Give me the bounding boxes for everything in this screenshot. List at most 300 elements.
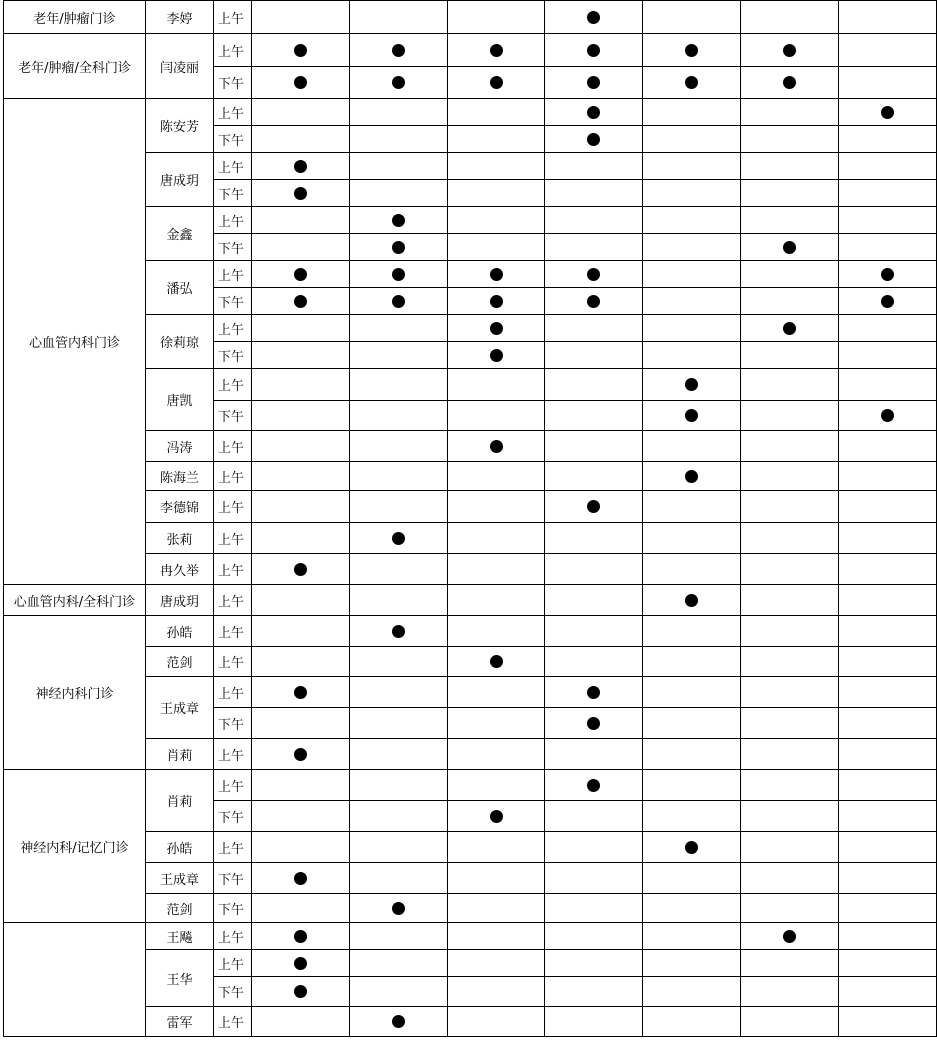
slot-cell [545,647,643,677]
slot-cell [545,554,643,585]
slot-cell [349,67,447,99]
session-label: 上午 [213,923,251,950]
scheduled-dot-icon [587,779,600,792]
session-label: 上午 [213,677,251,708]
slot-cell [447,801,545,832]
slot-cell [545,894,643,923]
slot-cell [447,554,545,585]
scheduled-dot-icon [587,268,600,281]
slot-cell [643,288,741,315]
scheduled-dot-icon [685,841,698,854]
doctor-name-cell: 李德锦 [145,491,213,523]
slot-cell [643,491,741,523]
department-cell: 神经内科/记忆门诊 [4,770,146,923]
slot-cell [643,832,741,863]
slot-cell [251,342,349,369]
scheduled-dot-icon [881,409,894,422]
slot-cell [545,431,643,462]
slot-cell [447,894,545,923]
slot-cell [643,708,741,739]
slot-cell [643,1,741,34]
slot-cell [741,261,839,288]
slot-cell [447,523,545,554]
doctor-name-cell: 冉久举 [145,554,213,585]
session-label: 下午 [213,977,251,1007]
slot-cell [251,401,349,431]
slot-cell [839,832,937,863]
doctor-name-cell: 唐成玥 [145,153,213,207]
session-label: 上午 [213,1,251,34]
slot-cell [741,923,839,950]
slot-cell [447,369,545,401]
scheduled-dot-icon [587,133,600,146]
slot-cell [447,126,545,153]
session-label: 上午 [213,554,251,585]
slot-cell [349,585,447,616]
session-label: 下午 [213,342,251,369]
scheduled-dot-icon [294,160,307,173]
slot-cell [643,153,741,180]
slot-cell [349,126,447,153]
slot-cell [251,770,349,801]
scheduled-dot-icon [294,44,307,57]
slot-cell [349,288,447,315]
slot-cell [741,153,839,180]
slot-cell [839,67,937,99]
doctor-name-cell: 唐成玥 [145,585,213,616]
department-cell: 心血管内科/全科门诊 [4,585,146,616]
schedule-row [4,923,937,950]
scheduled-dot-icon [685,409,698,422]
slot-cell [545,1007,643,1037]
slot-cell [349,491,447,523]
slot-cell [839,923,937,950]
slot-cell [349,832,447,863]
slot-cell [741,342,839,369]
slot-cell [741,523,839,554]
session-label: 上午 [213,832,251,863]
slot-cell [839,647,937,677]
session-label: 上午 [213,1007,251,1037]
slot-cell [545,342,643,369]
slot-cell [741,770,839,801]
slot-cell [447,863,545,894]
doctor-name-cell: 雷军 [145,1007,213,1037]
scheduled-dot-icon [490,349,503,362]
slot-cell [545,67,643,99]
scheduled-dot-icon [294,985,307,998]
scheduled-dot-icon [294,187,307,200]
session-label: 下午 [213,234,251,261]
slot-cell [839,126,937,153]
slot-cell [251,616,349,647]
slot-cell [545,523,643,554]
slot-cell [349,207,447,234]
scheduled-dot-icon [392,902,405,915]
slot-cell [251,585,349,616]
slot-cell [643,261,741,288]
scheduled-dot-icon [490,76,503,89]
slot-cell [643,677,741,708]
slot-cell [251,1007,349,1037]
slot-cell [545,770,643,801]
doctor-name-cell: 王华 [145,950,213,1007]
slot-cell [251,261,349,288]
slot-cell [447,34,545,67]
slot-cell [349,315,447,342]
slot-cell [447,923,545,950]
slot-cell [349,977,447,1007]
slot-cell [251,126,349,153]
session-label: 下午 [213,401,251,431]
slot-cell [643,369,741,401]
slot-cell [349,34,447,67]
slot-cell [545,126,643,153]
slot-cell [447,99,545,126]
scheduled-dot-icon [294,748,307,761]
slot-cell [839,99,937,126]
schedule-row [4,99,937,126]
session-label: 上午 [213,315,251,342]
slot-cell [839,708,937,739]
doctor-name-cell: 王飚 [145,923,213,950]
slot-cell [349,950,447,977]
doctor-name-cell: 张莉 [145,523,213,554]
scheduled-dot-icon [881,268,894,281]
slot-cell [545,832,643,863]
slot-cell [447,647,545,677]
slot-cell [545,1,643,34]
slot-cell [839,801,937,832]
slot-cell [839,369,937,401]
slot-cell [447,832,545,863]
scheduled-dot-icon [490,295,503,308]
slot-cell [839,894,937,923]
session-label: 下午 [213,894,251,923]
slot-cell [839,585,937,616]
scheduled-dot-icon [783,322,796,335]
slot-cell [251,369,349,401]
slot-cell [839,977,937,1007]
slot-cell [545,462,643,491]
slot-cell [741,431,839,462]
slot-cell [349,677,447,708]
slot-cell [545,977,643,1007]
slot-cell [545,616,643,647]
scheduled-dot-icon [490,268,503,281]
session-label: 上午 [213,99,251,126]
slot-cell [447,739,545,770]
slot-cell [349,894,447,923]
department-cell: 神经内科门诊 [4,616,146,770]
session-label: 上午 [213,369,251,401]
session-label: 上午 [213,616,251,647]
scheduled-dot-icon [392,241,405,254]
scheduled-dot-icon [392,532,405,545]
session-label: 上午 [213,491,251,523]
slot-cell [545,401,643,431]
slot-cell [447,462,545,491]
doctor-name-cell: 孙皓 [145,832,213,863]
scheduled-dot-icon [685,378,698,391]
slot-cell [251,677,349,708]
slot-cell [741,616,839,647]
session-label: 上午 [213,431,251,462]
slot-cell [545,234,643,261]
slot-cell [545,739,643,770]
slot-cell [251,801,349,832]
slot-cell [251,462,349,491]
slot-cell [545,708,643,739]
slot-cell [643,99,741,126]
slot-cell [447,180,545,207]
slot-cell [643,342,741,369]
scheduled-dot-icon [685,470,698,483]
schedule-row [4,585,937,616]
slot-cell [741,863,839,894]
slot-cell [545,207,643,234]
slot-cell [741,491,839,523]
slot-cell [251,234,349,261]
slot-cell [349,342,447,369]
slot-cell [349,801,447,832]
slot-cell [643,950,741,977]
slot-cell [741,739,839,770]
session-label: 上午 [213,462,251,491]
slot-cell [741,401,839,431]
slot-cell [447,207,545,234]
slot-cell [839,180,937,207]
scheduled-dot-icon [881,295,894,308]
slot-cell [741,647,839,677]
department-cell: 心血管内科门诊 [4,99,146,585]
slot-cell [447,1,545,34]
slot-cell [741,99,839,126]
slot-cell [839,207,937,234]
scheduled-dot-icon [685,76,698,89]
slot-cell [447,585,545,616]
scheduled-dot-icon [783,930,796,943]
schedule-row [4,1,937,34]
slot-cell [741,708,839,739]
scheduled-dot-icon [587,295,600,308]
slot-cell [545,34,643,67]
slot-cell [643,126,741,153]
session-label: 上午 [213,523,251,554]
slot-cell [349,647,447,677]
session-label: 下午 [213,180,251,207]
slot-cell [741,180,839,207]
session-label: 下午 [213,67,251,99]
department-cell: 老年/肿瘤/全科门诊 [4,34,146,99]
session-label: 上午 [213,770,251,801]
scheduled-dot-icon [294,872,307,885]
slot-cell [545,923,643,950]
slot-cell [349,770,447,801]
slot-cell [251,647,349,677]
slot-cell [643,234,741,261]
slot-cell [643,977,741,1007]
slot-cell [349,523,447,554]
slot-cell [741,950,839,977]
slot-cell [643,585,741,616]
schedule-row [4,770,937,801]
slot-cell [643,1007,741,1037]
slot-cell [251,739,349,770]
scheduled-dot-icon [392,268,405,281]
slot-cell [741,554,839,585]
session-label: 上午 [213,207,251,234]
slot-cell [251,207,349,234]
scheduled-dot-icon [392,295,405,308]
slot-cell [839,1,937,34]
session-label: 上午 [213,34,251,67]
slot-cell [349,1007,447,1037]
slot-cell [251,977,349,1007]
doctor-name-cell: 陈海兰 [145,462,213,491]
scheduled-dot-icon [294,295,307,308]
doctor-name-cell: 孙皓 [145,616,213,647]
doctor-name-cell: 金鑫 [145,207,213,261]
slot-cell [251,180,349,207]
slot-cell [643,180,741,207]
slot-cell [349,708,447,739]
scheduled-dot-icon [783,76,796,89]
doctor-name-cell: 范剑 [145,894,213,923]
slot-cell [447,977,545,1007]
slot-cell [741,677,839,708]
slot-cell [839,153,937,180]
schedule-row [4,616,937,647]
slot-cell [447,234,545,261]
scheduled-dot-icon [392,44,405,57]
slot-cell [643,801,741,832]
slot-cell [447,288,545,315]
slot-cell [839,491,937,523]
slot-cell [839,401,937,431]
scheduled-dot-icon [294,930,307,943]
slot-cell [349,261,447,288]
scheduled-dot-icon [490,44,503,57]
slot-cell [643,554,741,585]
slot-cell [251,832,349,863]
slot-cell [839,770,937,801]
scheduled-dot-icon [587,11,600,24]
scheduled-dot-icon [587,106,600,119]
slot-cell [839,431,937,462]
session-label: 上午 [213,739,251,770]
scheduled-dot-icon [587,44,600,57]
session-label: 下午 [213,863,251,894]
slot-cell [839,950,937,977]
scheduled-dot-icon [587,686,600,699]
slot-cell [839,234,937,261]
scheduled-dot-icon [685,594,698,607]
slot-cell [545,801,643,832]
slot-cell [741,207,839,234]
slot-cell [349,863,447,894]
scheduled-dot-icon [294,686,307,699]
session-label: 上午 [213,950,251,977]
slot-cell [839,315,937,342]
scheduled-dot-icon [392,214,405,227]
slot-cell [741,126,839,153]
slot-cell [839,288,937,315]
slot-cell [643,616,741,647]
scheduled-dot-icon [294,268,307,281]
scheduled-dot-icon [685,44,698,57]
slot-cell [741,369,839,401]
doctor-name-cell: 唐凯 [145,369,213,431]
slot-cell [349,554,447,585]
slot-cell [447,401,545,431]
doctor-name-cell: 闫凌丽 [145,34,213,99]
schedule-row [4,34,937,67]
session-label: 下午 [213,126,251,153]
slot-cell [643,739,741,770]
doctor-name-cell: 李婷 [145,1,213,34]
scheduled-dot-icon [783,241,796,254]
session-label: 下午 [213,288,251,315]
slot-cell [447,708,545,739]
doctor-name-cell: 徐莉琼 [145,315,213,369]
slot-cell [447,342,545,369]
clinic-schedule-table [3,0,937,1037]
slot-cell [251,34,349,67]
slot-cell [545,491,643,523]
doctor-name-cell: 冯涛 [145,431,213,462]
slot-cell [643,315,741,342]
scheduled-dot-icon [392,76,405,89]
slot-cell [741,801,839,832]
slot-cell [545,261,643,288]
slot-cell [251,923,349,950]
slot-cell [251,491,349,523]
slot-cell [839,677,937,708]
slot-cell [545,677,643,708]
slot-cell [349,616,447,647]
slot-cell [741,234,839,261]
slot-cell [741,34,839,67]
slot-cell [741,832,839,863]
slot-cell [839,739,937,770]
slot-cell [447,616,545,647]
doctor-name-cell: 王成章 [145,677,213,739]
slot-cell [349,462,447,491]
scheduled-dot-icon [490,810,503,823]
slot-cell [643,894,741,923]
slot-cell [447,950,545,977]
slot-cell [545,585,643,616]
slot-cell [643,34,741,67]
slot-cell [741,1007,839,1037]
slot-cell [741,585,839,616]
doctor-name-cell: 王成章 [145,863,213,894]
session-label: 下午 [213,801,251,832]
slot-cell [349,234,447,261]
slot-cell [741,67,839,99]
doctor-name-cell: 肖莉 [145,770,213,832]
slot-cell [251,67,349,99]
slot-cell [545,99,643,126]
slot-cell [447,1007,545,1037]
doctor-name-cell: 范剑 [145,647,213,677]
session-label: 上午 [213,153,251,180]
slot-cell [251,1,349,34]
slot-cell [839,1007,937,1037]
slot-cell [447,153,545,180]
slot-cell [349,153,447,180]
